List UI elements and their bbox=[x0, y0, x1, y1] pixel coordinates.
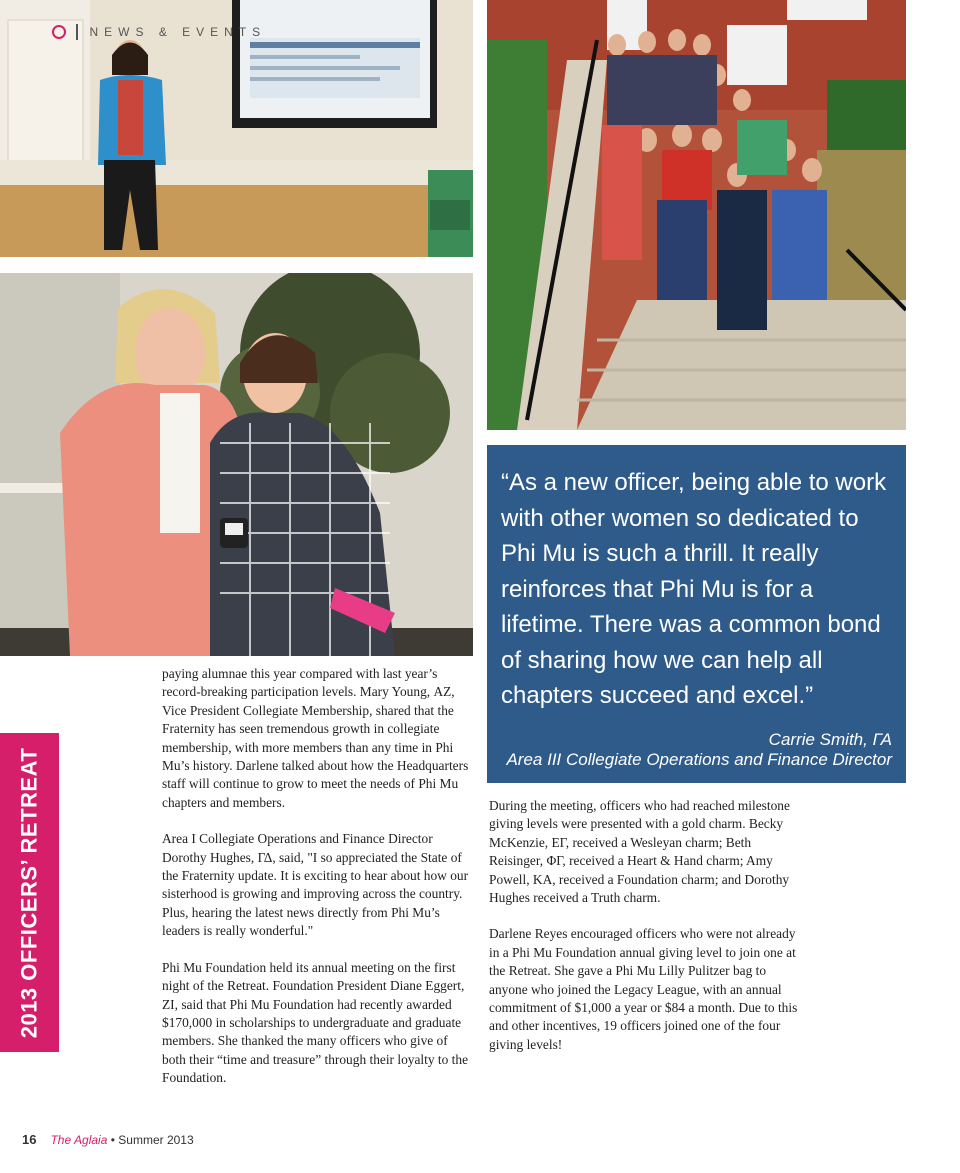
header-divider bbox=[76, 24, 78, 40]
issue-label: • Summer 2013 bbox=[110, 1133, 194, 1147]
paragraph: Area I Collegiate Operations and Finance Director Dorothy Hughes, ΓΔ, said, "I so appreciated the State of the Fraternity update. It is exciting to hear about how our sisterhood is growing and improving across the country. Plus, hearing the latest news directly from Phi Mu’s leaders is really wonderful." bbox=[162, 831, 469, 939]
pull-quote bbox=[487, 445, 906, 783]
presenter-photo bbox=[0, 0, 473, 257]
section-label: NEWS & EVENTS bbox=[89, 25, 267, 39]
quote-attribution-title: Area III Collegiate Operations and Finance Director bbox=[506, 749, 892, 769]
section-header bbox=[52, 24, 266, 40]
paragraph: Darlene Reyes encouraged officers who were not already in a Phi Mu Foundation annual giving level to join one at the Retreat. She gave a Phi Mu Lilly Pulitzer bag to anyone who joined the Legacy League, with an annual commitment of $1,000 a year or $84 a month. Due to this and other incentives, 19 officers joined one of the four giving levels! bbox=[489, 926, 798, 1052]
quote-attribution-name: Carrie Smith, ΓΑ bbox=[768, 729, 892, 749]
page-number: 16 bbox=[22, 1132, 37, 1147]
award-photo bbox=[0, 273, 473, 656]
group-photo bbox=[487, 0, 906, 430]
flower-icon bbox=[52, 25, 66, 39]
side-banner bbox=[0, 733, 59, 1052]
page-footer bbox=[22, 1132, 194, 1147]
paragraph: During the meeting, officers who had reached milestone giving levels were presented with a gold charm. Becky McKenzie, ΕΓ, received a Wesleyan charm; Beth Reisinger, ΦΓ, received a Heart & Hand charm; Amy Powell, ΚΑ, received a Foundation charm; and Dorothy Hughes received a Truth charm. bbox=[489, 798, 790, 906]
left-column bbox=[162, 665, 472, 1106]
right-column bbox=[489, 797, 801, 1072]
magazine-name: The Aglaia bbox=[50, 1133, 108, 1147]
quote-text: “As a new officer, being able to work with other women so dedicated to Phi Mu is such a thrill. It really reinforces that Phi Mu is for a lifetime. There was a common bond of sharing how we can help all chapters succeed and excel.” bbox=[501, 469, 887, 709]
side-banner-label: 2013 OFFICERS’ RETREAT bbox=[16, 747, 42, 1038]
paragraph: paying alumnae this year compared with last year’s record-breaking participation levels. Mary Young, ΑΖ, Vice President Collegiate Membership, shared that the Fraternity has seen tremendous growth in collegiate membership, with more members than any time in Phi Mu’s history. Darlene talked about how the Headquarters staff will continue to grow to meet the needs of Phi Mu chapters and members. bbox=[162, 666, 469, 810]
paragraph: Phi Mu Foundation held its annual meeting on the first night of the Retreat. Foundation President Diane Eggert, ΖΙ, said that Phi Mu Foundation had recently awarded $170,000 in scholarships to undergraduate and graduate members. She thanked the many officers who give of both their “time and treasure” through their loyalty to the Foundation. bbox=[162, 959, 469, 1086]
